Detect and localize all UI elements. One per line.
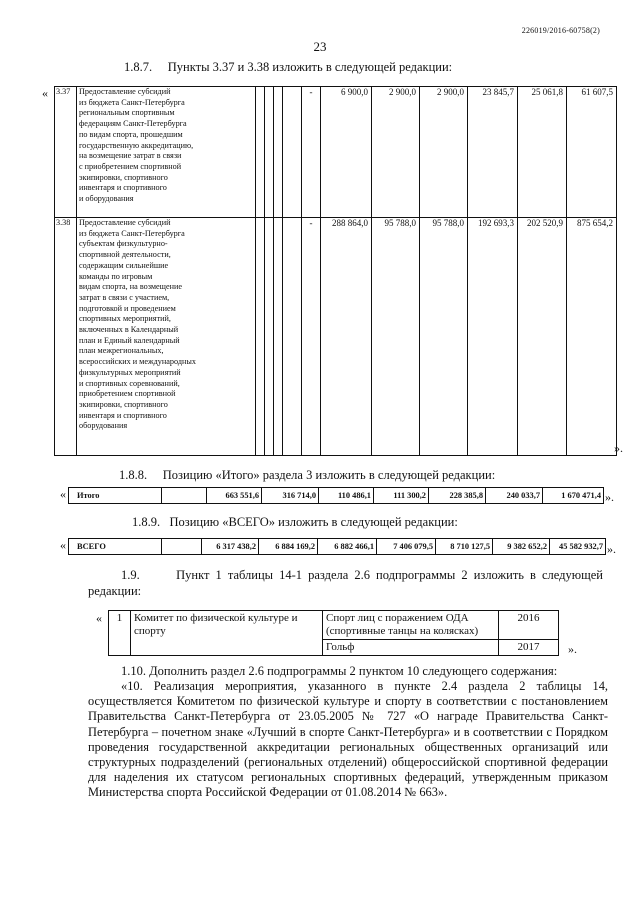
desc-line: оборудования xyxy=(79,421,128,431)
open-quote: « xyxy=(60,538,66,552)
row-number: 3.38 xyxy=(55,218,77,456)
value-cell: 110 486,1 xyxy=(319,488,374,504)
value-cell: 6 317 438,2 xyxy=(202,539,259,555)
desc-line: из бюджета Санкт-Петербурга xyxy=(79,228,185,238)
page-number: 23 xyxy=(313,39,327,54)
empty-cell xyxy=(283,87,302,218)
desc-line: с приобретением спортивной xyxy=(79,161,182,171)
section-1-8-9 xyxy=(132,515,458,530)
sport-cell: Гольф xyxy=(323,640,499,656)
desc-line: Предоставление субсидий xyxy=(79,218,171,227)
vsego-table xyxy=(68,538,606,555)
table-row xyxy=(55,87,617,218)
section-1-10-heading: 1.10. Дополнить раздел 2.6 подпрограммы 2 пунктом 10 следующего содержания: xyxy=(121,664,558,678)
itogo-label: Итого xyxy=(69,488,162,504)
value-cell: 7 406 079,5 xyxy=(377,539,436,555)
empty-cell xyxy=(274,87,283,218)
desc-line: включенных в Календарный xyxy=(79,325,179,335)
value-cell: 23 845,7 xyxy=(468,87,518,218)
desc-line: и оборудования xyxy=(79,194,134,204)
desc-line: затрат в связи с участием, xyxy=(79,292,170,302)
organization-cell: Комитет по физической культуре и спорту xyxy=(131,611,323,656)
desc-line: Предоставление субсидий xyxy=(79,87,171,96)
desc-line: федерациям Санкт-Петербурга xyxy=(79,119,187,129)
section-1-8-8 xyxy=(119,468,495,483)
desc-line: экипировки, спортивного xyxy=(79,172,168,182)
desc-line: экипировки, спортивного xyxy=(79,399,168,409)
desc-line: государственную аккредитацию, xyxy=(79,140,194,150)
dash-cell: - xyxy=(302,87,321,218)
open-quote: « xyxy=(42,86,48,100)
value-cell: 45 582 932,7 xyxy=(550,539,606,555)
desc-line: инвентаря и спортивного xyxy=(79,183,167,193)
desc-line: подготовкой и проведением xyxy=(79,303,176,313)
desc-line: команды по игровым xyxy=(79,271,153,281)
row-description xyxy=(77,87,256,218)
desc-line: из бюджета Санкт-Петербурга xyxy=(79,97,185,107)
empty-cell xyxy=(265,218,274,456)
body-paragraph: «10. Реализация мероприятия, указанного в пункте 2.4 раздела 2 таблицы 14, осуществляется Комитетом по физической культуре и спорту в соответствии с постановлением Правительства Санкт-Петербурга от 23.05.2005 № 727 «О награде Правительства Санкт-Петербурга – почетном знаке «Лучший в спорте Санкт-Петербурга» и в соответствии с Порядком проведения государственной аккредитации региональных общественных организаций или структурных подразделений (региональных отделений) общероссийской спортивной федерации для наделения их статусом региональных спортивных федераций, утвержденным приказом Министерства спорта Российской Федерации от 01.08.2014 № 663». xyxy=(88,679,608,800)
section-1-9-line1 xyxy=(121,568,603,583)
row-description xyxy=(77,218,256,456)
empty-cell xyxy=(162,488,207,504)
section-number: 1.8.8. xyxy=(119,468,148,482)
section-number: 1.8.7. xyxy=(124,60,153,74)
close-quote: ». xyxy=(607,542,616,556)
value-cell: 875 654,2 xyxy=(567,218,617,456)
value-cell: 9 382 652,2 xyxy=(493,539,550,555)
empty-cell xyxy=(256,218,265,456)
desc-line: физкультурных мероприятий xyxy=(79,367,181,377)
empty-cell xyxy=(256,87,265,218)
desc-line: региональным спортивным xyxy=(79,108,175,118)
value-cell: 6 900,0 xyxy=(321,87,372,218)
section-text: Пункт 1 таблицы 14-1 раздела 2.6 подпрограммы 2 изложить в следующей xyxy=(176,568,603,582)
value-cell: 2 900,0 xyxy=(420,87,468,218)
value-cell: 2 900,0 xyxy=(372,87,420,218)
empty-cell xyxy=(265,87,274,218)
value-cell: 228 385,8 xyxy=(429,488,486,504)
value-cell: 202 520,9 xyxy=(518,218,567,456)
empty-cell xyxy=(274,218,283,456)
close-quote: ». xyxy=(614,441,623,455)
section-text: Позицию «Итого» раздела 3 изложить в следующей редакции: xyxy=(162,468,496,482)
section-number: 1.8.9. xyxy=(132,515,161,529)
value-cell: 25 061,8 xyxy=(518,87,567,218)
itogo-table xyxy=(68,487,604,504)
section-text: Позицию «ВСЕГО» изложить в следующей редакции: xyxy=(169,515,458,529)
value-cell: 6 884 169,2 xyxy=(259,539,318,555)
value-cell: 8 710 127,5 xyxy=(436,539,493,555)
table-row xyxy=(109,611,559,640)
desc-line: на возмещение затрат в связи xyxy=(79,151,182,161)
desc-line: план и Единый календарный xyxy=(79,335,180,345)
table-row xyxy=(69,488,604,504)
section-text: Пункты 3.37 и 3.38 изложить в следующей редакции: xyxy=(167,60,453,74)
document-id: 226019/2016-60758(2) xyxy=(521,26,600,35)
row-number: 1 xyxy=(109,611,131,656)
value-cell: 240 033,7 xyxy=(486,488,543,504)
close-quote: ». xyxy=(605,490,614,504)
empty-cell xyxy=(162,539,202,555)
open-quote: « xyxy=(96,611,102,625)
desc-line: приобретением спортивной xyxy=(79,389,176,399)
subsidy-table xyxy=(54,86,617,456)
value-cell: 288 864,0 xyxy=(321,218,372,456)
value-cell: 192 693,3 xyxy=(468,218,518,456)
desc-line: субъектам физкультурно- xyxy=(79,239,168,249)
value-cell: 1 670 471,4 xyxy=(543,488,604,504)
value-cell: 95 788,0 xyxy=(372,218,420,456)
dash-cell: - xyxy=(302,218,321,456)
table-14-1-row xyxy=(108,610,559,656)
value-cell: 111 300,2 xyxy=(374,488,429,504)
desc-line: по видам спорта, прошедшим xyxy=(79,129,183,139)
value-cell: 61 607,5 xyxy=(567,87,617,218)
row-number: 3.37 xyxy=(55,87,77,218)
year-cell: 2017 xyxy=(499,640,559,656)
close-quote: ». xyxy=(568,642,577,656)
desc-line: спортивных мероприятий, xyxy=(79,314,171,324)
table-row xyxy=(55,218,617,456)
open-quote: « xyxy=(60,487,66,501)
year-cell: 2016 xyxy=(499,611,559,640)
empty-cell xyxy=(283,218,302,456)
desc-line: спортивной деятельности, xyxy=(79,250,171,260)
desc-line: содержащим сильнейшие xyxy=(79,260,169,270)
section-number: 1.9. xyxy=(121,568,140,582)
value-cell: 6 882 466,1 xyxy=(318,539,377,555)
section-1-10-body xyxy=(88,679,608,801)
value-cell: 663 551,6 xyxy=(207,488,262,504)
desc-line: план межрегиональных, xyxy=(79,346,164,356)
value-cell: 95 788,0 xyxy=(420,218,468,456)
desc-line: инвентаря и спортивного xyxy=(79,410,167,420)
sport-cell: Спорт лиц с поражением ОДА (спортивные танцы на колясках) xyxy=(323,611,499,640)
vsego-label: ВСЕГО xyxy=(69,539,162,555)
desc-line: всероссийских и международных xyxy=(79,357,197,367)
desc-line: видам спорта, на возмещение xyxy=(79,282,183,292)
section-1-8-7 xyxy=(124,60,452,75)
section-1-9-line2: редакции: xyxy=(88,584,142,598)
value-cell: 316 714,0 xyxy=(262,488,319,504)
desc-line: и спортивных соревнований, xyxy=(79,378,180,388)
table-row xyxy=(69,539,606,555)
